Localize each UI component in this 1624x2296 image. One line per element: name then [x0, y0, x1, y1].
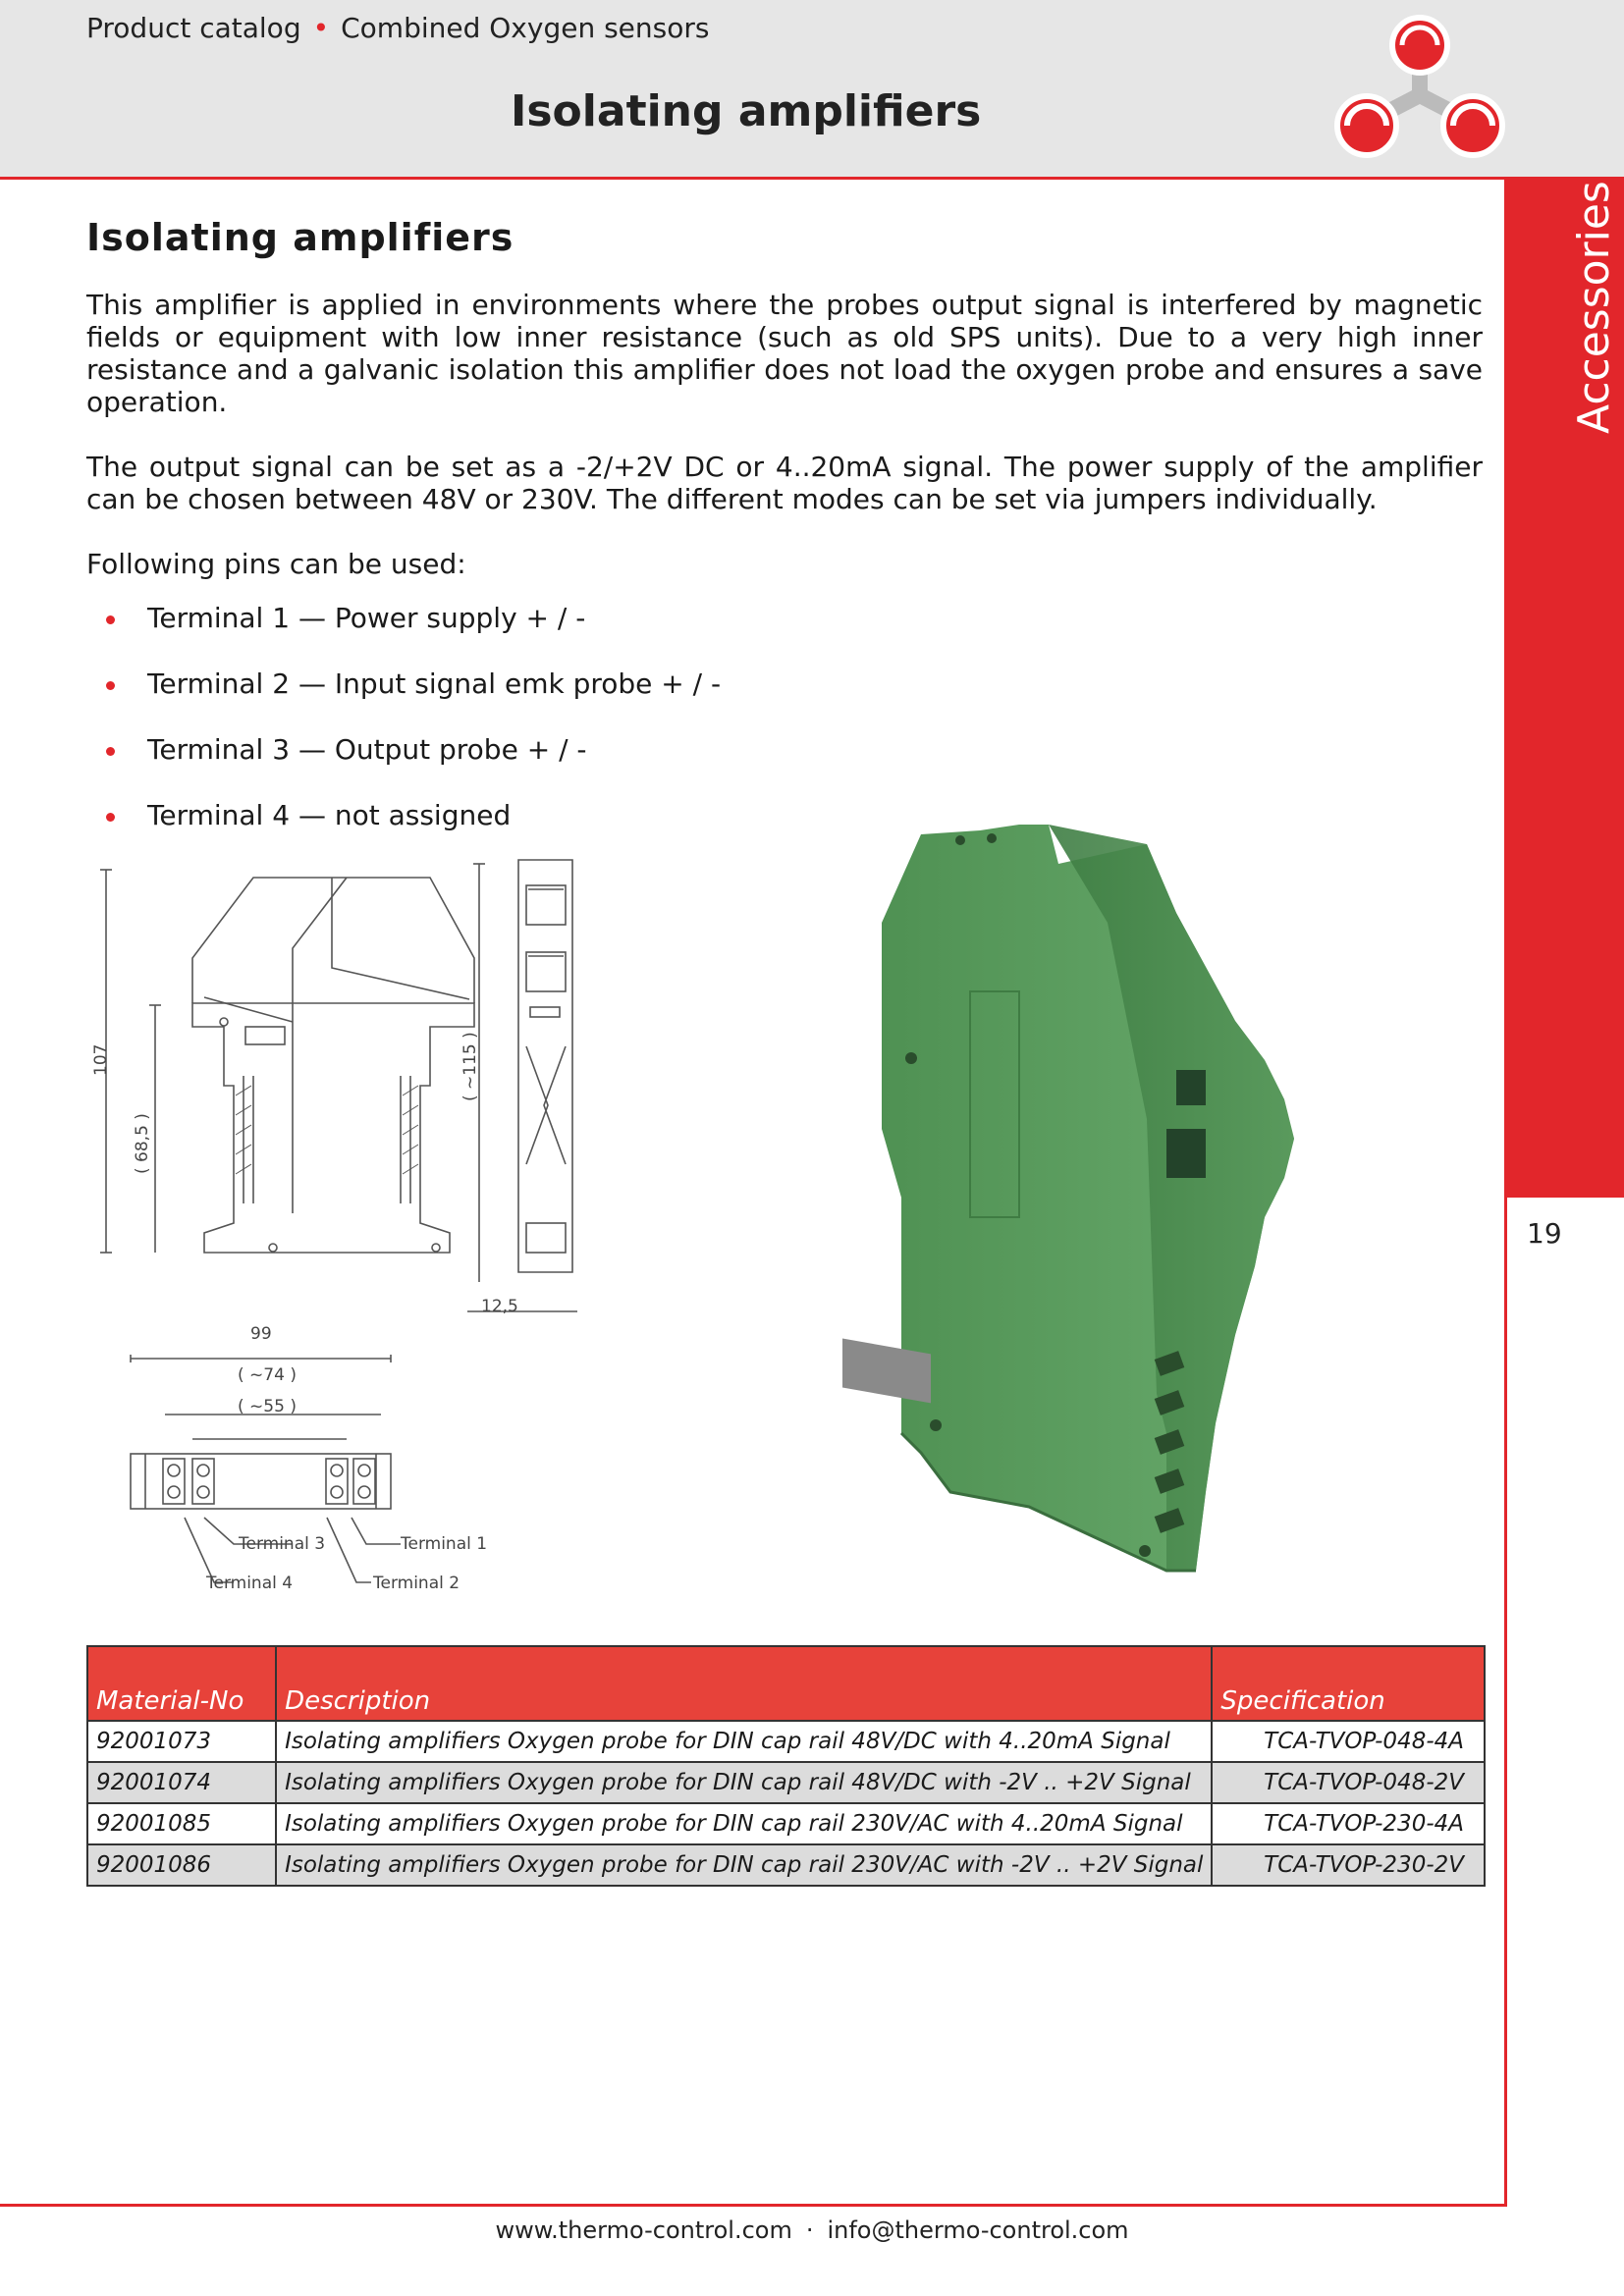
col-header-specification: Specification [1212, 1646, 1485, 1721]
cell-description: Isolating amplifiers Oxygen probe for DIN cap rail 48V/DC with -2V .. +2V Signal [276, 1762, 1212, 1803]
cell-spec: TCA-TVOP-230-2V [1212, 1844, 1485, 1886]
dim-label-115: ( ~115 ) [460, 1032, 480, 1101]
paragraph-intro: This amplifier is applied in environments where the probes output signal is interfered by magnetic fields or equipment with low inner resistance (such as old SPS units). Due to a very high inner resistance and a galvanic isolation this amplifier does not load the oxygen probe and ensures a save operation. [86, 289, 1483, 418]
technical-drawing [86, 850, 813, 1596]
pins-intro: Following pins can be used: [86, 548, 466, 580]
cell-spec: TCA-TVOP-048-4A [1212, 1721, 1485, 1762]
terminal-label-1: Terminal 1 [401, 1534, 488, 1554]
page-title: Isolating amplifiers [511, 86, 982, 136]
main-content [86, 216, 1483, 865]
cell-spec: TCA-TVOP-048-2V [1212, 1762, 1485, 1803]
footer-email-link[interactable]: info@thermo-control.com [827, 2216, 1129, 2244]
table-row [87, 1844, 1485, 1886]
dim-label-99: 99 [250, 1324, 272, 1344]
tri-circle-logo-icon [1331, 12, 1508, 169]
breadcrumb [86, 12, 709, 44]
bottom-border-line [0, 2204, 1507, 2207]
dim-label-107: 107 [91, 1043, 111, 1076]
cell-spec: TCA-TVOP-230-4A [1212, 1803, 1485, 1844]
cell-material: 92001085 [87, 1803, 276, 1844]
table-header-row [87, 1646, 1485, 1721]
list-item: Terminal 4 — not assigned [106, 799, 1483, 865]
cell-description: Isolating amplifiers Oxygen probe for DIN cap rail 230V/AC with 4..20mA Signal [276, 1803, 1212, 1844]
dim-label-74: ( ~74 ) [238, 1365, 297, 1385]
list-item: Terminal 1 — Power supply + / - [106, 602, 1483, 667]
side-tab-label: Accessories [1569, 181, 1619, 434]
page-footer [0, 2216, 1624, 2244]
breadcrumb-item-catalog[interactable]: Product catalog [86, 12, 301, 44]
paragraph-output: The output signal can be set as a -2/+2V DC or 4..20mA signal. The power supply of the amplifier can be chosen between 48V or 230V. The different modes can be set via jumpers individually. [86, 451, 1483, 515]
list-item: Terminal 3 — Output probe + / - [106, 733, 1483, 799]
dim-label-68: ( 68,5 ) [133, 1113, 152, 1174]
terminal-label-2: Terminal 2 [373, 1574, 460, 1593]
page-number: 19 [1527, 1217, 1562, 1250]
terminal-label-4: Terminal 4 [206, 1574, 294, 1593]
dim-label-55: ( ~55 ) [238, 1397, 297, 1416]
dim-label-12: 12,5 [481, 1297, 518, 1316]
table-row [87, 1762, 1485, 1803]
section-title: Isolating amplifiers [86, 216, 514, 259]
page-header [0, 0, 1624, 180]
footer-website-link[interactable]: www.thermo-control.com [495, 2216, 792, 2244]
cell-material: 92001074 [87, 1762, 276, 1803]
col-header-description: Description [276, 1646, 1212, 1721]
table-row [87, 1803, 1485, 1844]
cell-material: 92001086 [87, 1844, 276, 1886]
table-row [87, 1721, 1485, 1762]
spec-table [86, 1645, 1486, 1887]
col-header-material: Material-No [87, 1646, 276, 1721]
cell-description: Isolating amplifiers Oxygen probe for DIN cap rail 48V/DC with 4..20mA Signal [276, 1721, 1212, 1762]
product-image [823, 805, 1485, 1622]
footer-separator: · [805, 2216, 814, 2244]
terminal-label-3: Terminal 3 [239, 1534, 326, 1554]
cell-description: Isolating amplifiers Oxygen probe for DIN cap rail 230V/AC with -2V .. +2V Signal [276, 1844, 1212, 1886]
list-item: Terminal 2 — Input signal emk probe + / - [106, 667, 1483, 733]
breadcrumb-separator: • [312, 12, 330, 44]
cell-material: 92001073 [87, 1721, 276, 1762]
breadcrumb-item-sensors[interactable]: Combined Oxygen sensors [341, 12, 710, 44]
